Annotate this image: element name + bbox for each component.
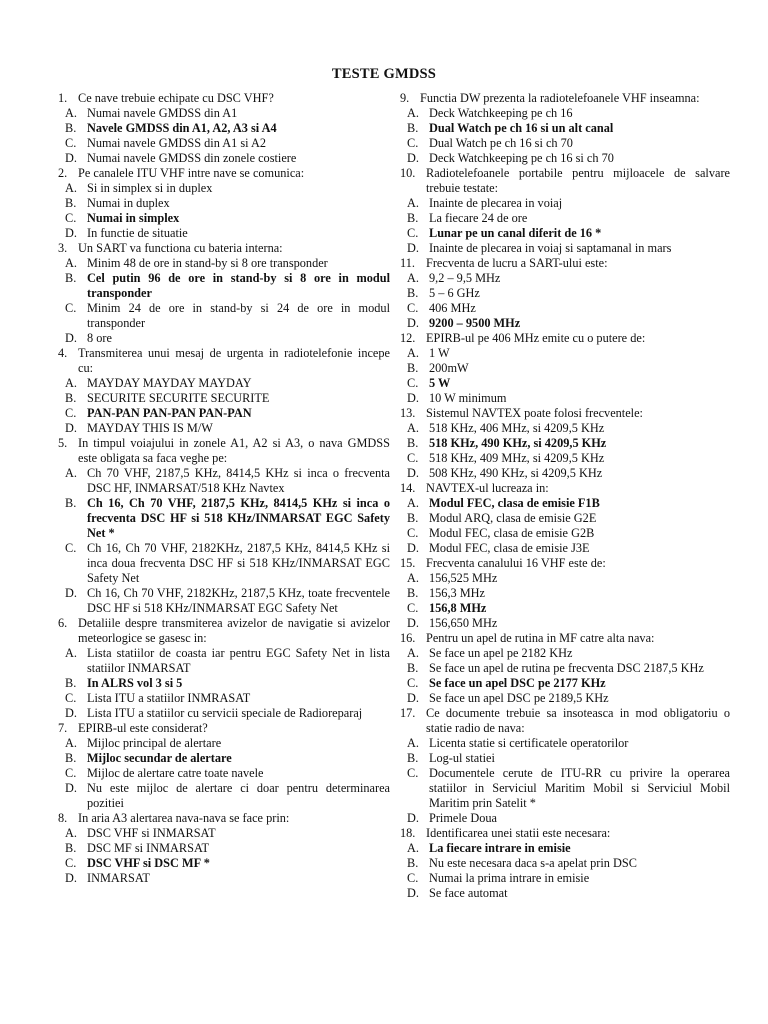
option-letter: D. [407, 316, 419, 330]
option-text: Inainte de plecarea in voiaj [429, 196, 563, 210]
answer-option [400, 106, 730, 121]
answer-option [58, 226, 390, 241]
question-line [400, 166, 730, 196]
question [400, 256, 730, 331]
question-text: EPIRB-ul pe 406 MHz emite cu o putere de: [426, 331, 646, 345]
option-text: Se face automat [429, 886, 508, 900]
option-text: Mijloc principal de alertare [87, 736, 222, 750]
answer-option [400, 766, 730, 811]
option-letter: A. [407, 196, 419, 210]
answer-option [400, 421, 730, 436]
answer-option [58, 151, 390, 166]
question-line [58, 811, 390, 826]
answer-option [400, 856, 730, 871]
option-letter: D. [65, 586, 77, 600]
option-text: Modul FEC, clasa de emisie F1B [429, 496, 600, 510]
question-text: Functia DW prezenta la radiotelefoanele VHF inseamna: [420, 91, 700, 105]
option-text: Numai navele GMDSS din zonele costiere [87, 151, 297, 165]
question [58, 166, 390, 241]
answer-option-correct [400, 436, 730, 451]
answer-option [58, 586, 390, 616]
option-text: 9,2 – 9,5 MHz [429, 271, 501, 285]
option-letter: B. [407, 586, 419, 600]
option-letter: C. [65, 211, 77, 225]
option-letter: A. [65, 646, 77, 660]
option-text: Lunar pe un canal diferit de 16 * [429, 226, 602, 240]
answer-option [400, 586, 730, 601]
option-text: 1 W [429, 346, 450, 360]
option-letter: B. [65, 676, 77, 690]
option-text: Dual Watch pe ch 16 si ch 70 [429, 136, 573, 150]
answer-option-correct [400, 601, 730, 616]
option-letter: D. [407, 691, 419, 705]
option-text: Cel putin 96 de ore in stand-by si 8 ore in modul transponder [87, 271, 390, 300]
option-text: Lista ITU a statiilor INMRASAT [87, 691, 251, 705]
option-letter: A. [65, 826, 77, 840]
option-letter: A. [407, 271, 419, 285]
answer-option-correct [400, 121, 730, 136]
question-line [58, 91, 390, 106]
answer-option [58, 331, 390, 346]
question [400, 556, 730, 631]
option-text: Ch 16, Ch 70 VHF, 2182KHz, 2187,5 KHz, toate frecventele DSC HF si 518 KHz/INMARSAT EGC Safety Net [87, 586, 390, 615]
option-text: Se face un apel de rutina pe frecventa DSC 2187,5 KHz [429, 661, 704, 675]
question-number: 11. [400, 256, 415, 270]
question [400, 91, 730, 166]
option-letter: D. [407, 886, 419, 900]
option-letter: B. [65, 841, 77, 855]
option-letter: A. [65, 256, 77, 270]
answer-option [58, 541, 390, 586]
question-text: Ce documente trebuie sa insoteasca in mod obligatoriu o statie radio de nava: [426, 706, 730, 735]
answer-option [58, 706, 390, 721]
option-text: Dual Watch pe ch 16 si un alt canal [429, 121, 614, 135]
answer-option [58, 106, 390, 121]
option-text: Nu este necesara daca s-a apelat prin DSC [429, 856, 637, 870]
answer-option [58, 766, 390, 781]
option-letter: C. [407, 871, 419, 885]
option-text: Modul FEC, clasa de emisie J3E [429, 541, 590, 555]
option-letter: B. [407, 211, 419, 225]
question [400, 166, 730, 256]
option-letter: D. [407, 391, 419, 405]
question-text: Detaliile despre transmiterea avizelor de navigatie si avizelor meteorlogice se gasesc in: [78, 616, 390, 645]
answer-option [400, 661, 730, 676]
option-text: Ch 16, Ch 70 VHF, 2187,5 KHz, 8414,5 KHz si inca o frecventa DSC HF si 518 KHz/INMARSAT EGC Safety Net * [87, 496, 390, 540]
question [400, 331, 730, 406]
question [400, 406, 730, 481]
option-letter: C. [407, 226, 419, 240]
question-number: 14. [400, 481, 416, 495]
option-text: PAN-PAN PAN-PAN PAN-PAN [87, 406, 252, 420]
option-text: Numai la prima intrare in emisie [429, 871, 590, 885]
option-text: Se face un apel DSC pe 2189,5 KHz [429, 691, 609, 705]
option-letter: C. [407, 766, 419, 780]
answer-option [400, 751, 730, 766]
option-text: Lista ITU a statiilor cu servicii speciale de Radioreparaj [87, 706, 363, 720]
option-letter: B. [65, 391, 77, 405]
answer-option-correct [58, 121, 390, 136]
question-text: Un SART va functiona cu bateria interna: [78, 241, 283, 255]
answer-option [58, 826, 390, 841]
question-line [400, 826, 730, 841]
answer-option [400, 151, 730, 166]
answer-option [58, 781, 390, 811]
option-text: Inainte de plecarea in voiaj si saptamanal in mars [429, 241, 672, 255]
answer-option-correct [58, 271, 390, 301]
option-text: Numai in duplex [87, 196, 170, 210]
option-text: In functie de situatie [87, 226, 188, 240]
option-text: 156,3 MHz [429, 586, 486, 600]
option-letter: B. [407, 286, 419, 300]
question [400, 631, 730, 706]
option-letter: B. [65, 496, 77, 510]
option-text: 518 KHz, 490 KHz, si 4209,5 KHz [429, 436, 607, 450]
question-line [58, 241, 390, 256]
question-number: 1. [58, 91, 68, 105]
option-letter: C. [65, 136, 77, 150]
option-letter: A. [407, 571, 419, 585]
option-text: 508 KHz, 490 KHz, si 4209,5 KHz [429, 466, 603, 480]
option-text: Ch 16, Ch 70 VHF, 2182KHz, 2187,5 KHz, 8414,5 KHz si inca doua frecventa DSC HF si 518 KHz/INMARSAT EGC Safety Net [87, 541, 390, 585]
answer-option [58, 646, 390, 676]
answer-option [58, 421, 390, 436]
option-letter: B. [407, 436, 419, 450]
question-number: 16. [400, 631, 416, 645]
option-text: Numai in simplex [87, 211, 180, 225]
question-number: 2. [58, 166, 68, 180]
option-text: SECURITE SECURITE SECURITE [87, 391, 270, 405]
question-number: 3. [58, 241, 68, 255]
answer-option [400, 271, 730, 286]
option-letter: D. [407, 811, 419, 825]
question-text: Identificarea unei statii este necesara: [426, 826, 611, 840]
option-text: Modul FEC, clasa de emisie G2B [429, 526, 595, 540]
option-text: 200mW [429, 361, 469, 375]
question [58, 811, 390, 886]
question [400, 706, 730, 826]
answer-option-correct [58, 496, 390, 541]
answer-option-correct [58, 211, 390, 226]
answer-option [400, 811, 730, 826]
option-text: 5 – 6 GHz [429, 286, 480, 300]
question-number: 9. [400, 91, 410, 105]
question-line [400, 631, 730, 646]
question-line [400, 706, 730, 736]
answer-option [58, 136, 390, 151]
question-number: 6. [58, 616, 68, 630]
option-letter: C. [407, 376, 419, 390]
question-text: Ce nave trebuie echipate cu DSC VHF? [78, 91, 274, 105]
answer-option [58, 691, 390, 706]
option-text: DSC VHF si INMARSAT [87, 826, 216, 840]
question-number: 12. [400, 331, 416, 345]
option-letter: C. [407, 601, 419, 615]
option-letter: A. [407, 646, 419, 660]
question-text: NAVTEX-ul lucreaza in: [426, 481, 549, 495]
question-line [58, 166, 390, 181]
option-text: Mijloc secundar de alertare [87, 751, 232, 765]
left-column [58, 91, 390, 886]
option-text: Mijloc de alertare catre toate navele [87, 766, 264, 780]
answer-option [400, 541, 730, 556]
option-letter: C. [407, 301, 419, 315]
answer-option-correct [400, 496, 730, 511]
question-number: 8. [58, 811, 68, 825]
question-text: Pe canalele ITU VHF intre nave se comunica: [78, 166, 305, 180]
answer-option-correct [58, 856, 390, 871]
answer-option [400, 346, 730, 361]
answer-option-correct [58, 751, 390, 766]
option-letter: C. [65, 541, 77, 555]
answer-option [400, 871, 730, 886]
answer-option [58, 256, 390, 271]
option-text: Ch 70 VHF, 2187,5 KHz, 8414,5 KHz si inca o frecventa DSC HF, INMARSAT/518 KHz Navtex [87, 466, 390, 495]
answer-option-correct [400, 226, 730, 241]
question [58, 436, 390, 616]
answer-option-correct [58, 676, 390, 691]
answer-option [400, 511, 730, 526]
answer-option [58, 196, 390, 211]
answer-option [400, 691, 730, 706]
question-line [58, 436, 390, 466]
question-line [58, 616, 390, 646]
question-line [400, 556, 730, 571]
option-text: 8 ore [87, 331, 112, 345]
option-letter: D. [407, 541, 419, 555]
question-text: Frecventa canalului 16 VHF este de: [426, 556, 606, 570]
document-title: TESTE GMDSS [331, 66, 437, 82]
option-letter: D. [407, 151, 419, 165]
option-text: Si in simplex si in duplex [87, 181, 213, 195]
answer-option [400, 196, 730, 211]
option-text: Navele GMDSS din A1, A2, A3 si A4 [87, 121, 277, 135]
option-letter: A. [407, 841, 419, 855]
option-letter: C. [65, 301, 77, 315]
option-letter: B. [65, 196, 77, 210]
option-text: Numai navele GMDSS din A1 [87, 106, 238, 120]
option-letter: B. [65, 751, 77, 765]
option-text: DSC MF si INMARSAT [87, 841, 209, 855]
answer-option [400, 391, 730, 406]
question-text: In aria A3 alertarea nava-nava se face prin: [78, 811, 290, 825]
answer-option [400, 646, 730, 661]
option-letter: B. [65, 271, 77, 285]
option-text: Licenta statie si certificatele operatorilor [429, 736, 629, 750]
option-letter: D. [65, 421, 77, 435]
question-number: 13. [400, 406, 416, 420]
answer-option [400, 241, 730, 256]
option-text: 9200 – 9500 MHz [429, 316, 521, 330]
answer-option-correct [58, 406, 390, 421]
answer-option [400, 361, 730, 376]
option-text: La fiecare 24 de ore [429, 211, 528, 225]
question [58, 721, 390, 811]
answer-option [58, 841, 390, 856]
option-letter: D. [65, 871, 77, 885]
option-letter: A. [65, 376, 77, 390]
question-line [58, 721, 390, 736]
question-text: Frecventa de lucru a SART-ului este: [426, 256, 608, 270]
option-letter: B. [407, 361, 419, 375]
question-line [400, 91, 730, 106]
answer-option [400, 736, 730, 751]
question-text: Radiotelefoanele portabile pentru mijloacele de salvare trebuie testate: [426, 166, 730, 195]
answer-option-correct [400, 376, 730, 391]
option-letter: C. [65, 691, 77, 705]
option-text: MAYDAY MAYDAY MAYDAY [87, 376, 252, 390]
question [58, 616, 390, 721]
question [58, 346, 390, 436]
question-number: 15. [400, 556, 416, 570]
question-line [400, 481, 730, 496]
option-text: 156,525 MHz [429, 571, 498, 585]
option-letter: C. [65, 766, 77, 780]
option-letter: D. [407, 241, 419, 255]
option-text: Minim 48 de ore in stand-by si 8 ore transponder [87, 256, 328, 270]
answer-option [58, 376, 390, 391]
answer-option [400, 526, 730, 541]
option-text: 156,650 MHz [429, 616, 498, 630]
question-line [400, 331, 730, 346]
option-letter: B. [407, 661, 419, 675]
question-number: 7. [58, 721, 68, 735]
answer-option-correct [400, 316, 730, 331]
question-number: 4. [58, 346, 68, 360]
option-letter: D. [65, 706, 77, 720]
option-letter: C. [65, 856, 77, 870]
option-letter: C. [407, 136, 419, 150]
answer-option [58, 181, 390, 196]
answer-option [400, 301, 730, 316]
option-letter: A. [65, 106, 77, 120]
question-number: 17. [400, 706, 416, 720]
right-column [400, 91, 730, 901]
question [58, 241, 390, 346]
option-letter: D. [65, 226, 77, 240]
option-letter: C. [407, 526, 419, 540]
option-letter: B. [65, 121, 77, 135]
option-text: In ALRS vol 3 si 5 [87, 676, 183, 690]
option-letter: A. [407, 421, 419, 435]
option-text: 10 W minimum [429, 391, 507, 405]
answer-option [400, 211, 730, 226]
answer-option [58, 736, 390, 751]
option-letter: A. [65, 466, 77, 480]
option-text: Modul ARQ, clasa de emisie G2E [429, 511, 597, 525]
option-text: INMARSAT [87, 871, 150, 885]
option-text: Minim 24 de ore in stand-by si 24 de ore in modul transponder [87, 301, 390, 330]
answer-option [400, 136, 730, 151]
option-letter: A. [407, 496, 419, 510]
option-letter: B. [407, 856, 419, 870]
question [400, 826, 730, 901]
option-text: Primele Doua [429, 811, 497, 825]
answer-option [58, 871, 390, 886]
question-line [400, 256, 730, 271]
answer-option [400, 571, 730, 586]
option-letter: D. [65, 781, 77, 795]
answer-option [58, 301, 390, 331]
answer-option [400, 466, 730, 481]
option-letter: A. [65, 736, 77, 750]
option-text: Numai navele GMDSS din A1 si A2 [87, 136, 266, 150]
answer-option-correct [400, 841, 730, 856]
question-text: Sistemul NAVTEX poate folosi frecventele: [426, 406, 643, 420]
option-text: Se face un apel DSC pe 2177 KHz [429, 676, 606, 690]
option-text: 406 MHz [429, 301, 476, 315]
option-letter: C. [407, 676, 419, 690]
option-text: Lista statiilor de coasta iar pentru EGC Safety Net in lista statiilor INMARSAT [87, 646, 390, 675]
option-text: 518 KHz, 406 MHz, si 4209,5 KHz [429, 421, 605, 435]
answer-option [400, 451, 730, 466]
question-line [400, 406, 730, 421]
question-text: Transmiterea unui mesaj de urgenta in radiotelefonie incepe cu: [78, 346, 390, 375]
option-text: Log-ul statiei [429, 751, 495, 765]
option-text: 156,8 MHz [429, 601, 487, 615]
question-number: 5. [58, 436, 68, 450]
option-letter: D. [65, 331, 77, 345]
option-letter: B. [407, 511, 419, 525]
answer-option [58, 466, 390, 496]
option-letter: D. [407, 466, 419, 480]
option-text: 5 W [429, 376, 451, 390]
option-letter: D. [65, 151, 77, 165]
option-letter: A. [407, 346, 419, 360]
question-text: EPIRB-ul este considerat? [78, 721, 208, 735]
answer-option [58, 391, 390, 406]
question [58, 91, 390, 166]
option-text: Deck Watchkeeping pe ch 16 [429, 106, 573, 120]
option-text: Nu este mijloc de alertare ci doar pentru determinarea pozitiei [87, 781, 390, 810]
option-letter: A. [65, 181, 77, 195]
option-text: DSC VHF si DSC MF * [87, 856, 210, 870]
question-number: 18. [400, 826, 416, 840]
option-letter: A. [407, 736, 419, 750]
option-text: 518 KHz, 409 MHz, si 4209,5 KHz [429, 451, 605, 465]
option-text: MAYDAY THIS IS M/W [87, 421, 213, 435]
question-number: 10. [400, 166, 416, 180]
option-letter: B. [407, 751, 419, 765]
answer-option [400, 616, 730, 631]
option-text: Deck Watchkeeping pe ch 16 si ch 70 [429, 151, 614, 165]
option-text: Se face un apel pe 2182 KHz [429, 646, 573, 660]
question-text: Pentru un apel de rutina in MF catre alta nava: [426, 631, 655, 645]
option-letter: D. [407, 616, 419, 630]
answer-option [400, 886, 730, 901]
option-letter: C. [407, 451, 419, 465]
option-text: La fiecare intrare in emisie [429, 841, 571, 855]
question-line [58, 346, 390, 376]
question-text: In timpul voiajului in zonele A1, A2 si A3, o nava GMDSS este obligata sa faca veghe pe: [78, 436, 390, 465]
answer-option-correct [400, 676, 730, 691]
option-letter: B. [407, 121, 419, 135]
option-letter: C. [65, 406, 77, 420]
option-text: Documentele cerute de ITU-RR cu privire la operarea statiilor in Serviciul Maritim Mobil si Serviciul Mobil Maritim prin Satelit * [429, 766, 730, 810]
answer-option [400, 286, 730, 301]
option-letter: A. [407, 106, 419, 120]
question [400, 481, 730, 556]
